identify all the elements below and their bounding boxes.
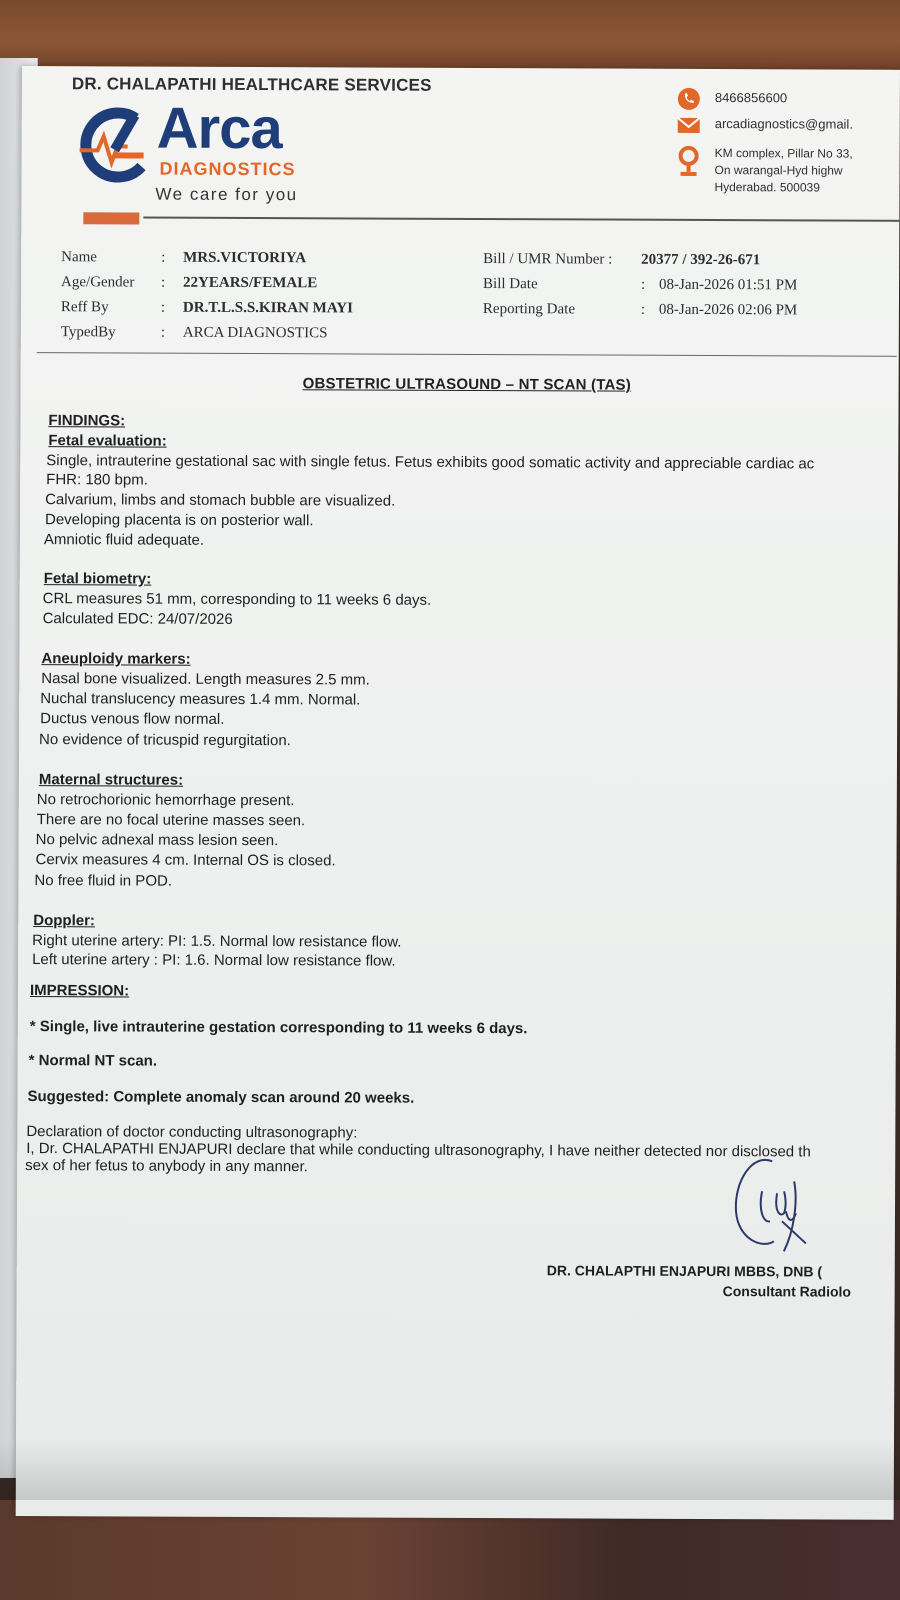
org-name: DR. CHALAPATHI HEALTHCARE SERVICES [71,74,432,95]
doppler-heading: Doppler: [33,912,95,930]
bill-date-label: Bill Date [483,276,538,293]
doppler-line-2: Left uterine artery : PI: 1.6. Normal low resistance flow. [32,951,396,970]
arca-logo-icon [73,106,163,186]
impression-line-1: * Single, live intrauterine gestation corresponding to 11 weeks 6 days. [29,1018,528,1038]
fetal-eval-line-3: Calvarium, limbs and stomach bubble are visualized. [45,491,396,510]
wooden-table-top [0,0,900,70]
aneuploidy-line-3: Ductus venous flow normal. [40,710,225,728]
page-shadow [0,1440,900,1500]
doctor-name: DR. CHALAPTHI ENJAPURI MBBS, DNB ( [546,1262,823,1280]
contact-block [676,87,900,206]
patient-name: MRS.VICTORIYA [183,249,307,267]
bill-number-label: Bill / UMR Number : [483,251,613,268]
doctor-designation: Consultant Radiolo [722,1283,852,1300]
fetal-eval-line-2: FHR: 180 bpm. [46,471,148,489]
reff-by: DR.T.L.S.S.KIRAN MAYI [182,299,354,317]
orange-accent-bar [83,212,139,224]
suggested-line: Suggested: Complete anomaly scan around 20 weeks. [27,1088,415,1107]
report-title: OBSTETRIC ULTRASOUND – NT SCAN (TAS) [302,375,631,394]
maternal-line-2: There are no focal uterine masses seen. [36,811,306,830]
findings-heading: FINDINGS: [48,412,126,430]
aneuploidy-heading: Aneuploidy markers: [41,650,191,668]
fetal-eval-line-4: Developing placenta is on posterior wall. [44,511,314,530]
age-gender-label: Age/Gender [61,274,135,291]
aneuploidy-line-2: Nuchal translucency measures 1.4 mm. Normal. [40,690,361,709]
declaration-line-2: I, Dr. CHALAPATHI ENJAPURI declare that while conducting ultrasonography, I have neither detected nor disclosed th [26,1140,811,1161]
fetal-evaluation-heading: Fetal evaluation: [48,432,167,450]
maternal-line-1: No retrochorionic hemorrhage present. [36,791,295,810]
logo-subtitle: DIAGNOSTICS [159,158,296,180]
email-address: arcadiagnostics@gmail. [714,116,853,132]
bill-number: 20377 / 392-26-671 [641,251,761,269]
address-line-3: Hyderabad. 500039 [714,180,820,195]
phone-number: 8466856600 [714,90,788,106]
address-line-2: On warangal-Hyd highw [714,163,843,178]
fetal-biometry-heading: Fetal biometry: [43,570,152,588]
impression-line-2: * Normal NT scan. [28,1052,158,1070]
aneuploidy-line-4: No evidence of tricuspid regurgitation. [39,731,291,750]
logo-wordmark: Arca [156,95,282,162]
typed-by-label: TypedBy [60,324,116,341]
reporting-date-label: Reporting Date [482,301,576,318]
reff-by-label: Reff By [60,299,109,316]
aneuploidy-line-1: Nasal bone visualized. Length measures 2.5 mm. [41,670,370,689]
reporting-date: 08-Jan-2026 02:06 PM [658,301,798,319]
address-line-1: KM complex, Pillar No 33, [714,146,853,161]
impression-heading: IMPRESSION: [29,982,130,1000]
bill-date: 08-Jan-2026 01:51 PM [659,276,798,294]
address [714,145,852,197]
header-divider [143,217,900,222]
location-pin-icon [677,145,701,179]
age-gender: 22YEARS/FEMALE [183,274,318,292]
report-page: DR. CHALAPATHI HEALTHCARE SERVICES Arca DIAGNOSTICS We care for you 8466856600 arcadiagnostics@gmail. KM complex, Pillar No 33, On warangal-Hyd highw Hyderabad. 500039 Name : MRS.VICTORIYA Age/Gender : 22YEARS/FEMALE Reff By : DR.T.L.S.S.KIRAN MAYI TypedBy : ARCA DIAGNOSTICS Bill / UMR Number : 20377 / 392-26-671 Bill Date : 08-Jan-2026 01:51 PM Reporting Date : 08-Jan-2026 02:06 PM OBSTETRIC ULTRASOUND – NT SCAN (TAS) FINDINGS: Fetal evaluation: Single, intrauterine gestational sac with single fetus. Fetus exhibits good somatic activity and appreciable cardiac ac FHR: 180 bpm. Calvarium, limbs and stomach bubble are visualized. Developing placenta is on posterior wall. Amniotic fluid adequate. Fetal biometry: CRL measures 51 mm, corresponding to 11 weeks 6 days. Calculated EDC: 24/07/2026 Aneuploidy markers: Nasal bone visualized. Length measures 2.5 mm. Nuchal translucency measures 1.4 mm. Normal. Ductus venous flow normal. No evidence of tricuspid regurgitation. Maternal structures: No retrochorionic hemorrhage present. There are no focal uterine masses seen. No pelvic adnexal mass lesion seen. Cervix measures 4 cm. Internal OS is closed. No free fluid in POD. Doppler: Right uterine artery: PI: 1.5. Normal low resistance flow. Left uterine artery : PI: 1.6. Normal low resistance flow. IMPRESSION: * Single, live intrauterine gestation corresponding to 11 weeks 6 days. * Normal NT scan. Suggested: Complete anomaly scan around 20 weeks. Declaration of doctor conducting ultrasonography: I, Dr. CHALAPATHI ENJAPURI declare that while conducting ultrasonography, I have neither detected nor disclosed th sex of her fetus to anybody in any manner. DR. CHALAPTHI ENJAPURI MBBS, DNB ( Consultant Radiolo [16,66,900,1520]
patient-divider [37,352,897,357]
typed-by: ARCA DIAGNOSTICS [182,324,328,342]
declaration-line-1: Declaration of doctor conducting ultrasonography: [26,1123,358,1142]
biometry-line-1: CRL measures 51 mm, corresponding to 11 weeks 6 days. [42,590,432,609]
mail-icon [677,113,701,137]
name-label: Name [61,249,98,266]
logo-tagline: We care for you [155,184,298,205]
declaration-line-3: sex of her fetus to anybody in any manner. [25,1157,308,1176]
fetal-eval-line-5: Amniotic fluid adequate. [43,531,205,549]
doctor-signature [722,1151,822,1261]
maternal-line-3: No pelvic adnexal mass lesion seen. [35,831,279,850]
doppler-line-1: Right uterine artery: PI: 1.5. Normal low resistance flow. [32,932,402,951]
maternal-line-4: Cervix measures 4 cm. Internal OS is closed. [35,851,336,870]
fetal-eval-line-1: Single, intrauterine gestational sac with single fetus. Fetus exhibits good somatic activity and appreciable cardiac ac [46,452,815,473]
maternal-line-5: No free fluid in POD. [34,872,173,890]
maternal-structures-heading: Maternal structures: [38,771,184,789]
biometry-line-2: Calculated EDC: 24/07/2026 [42,610,233,628]
phone-icon [677,87,701,111]
